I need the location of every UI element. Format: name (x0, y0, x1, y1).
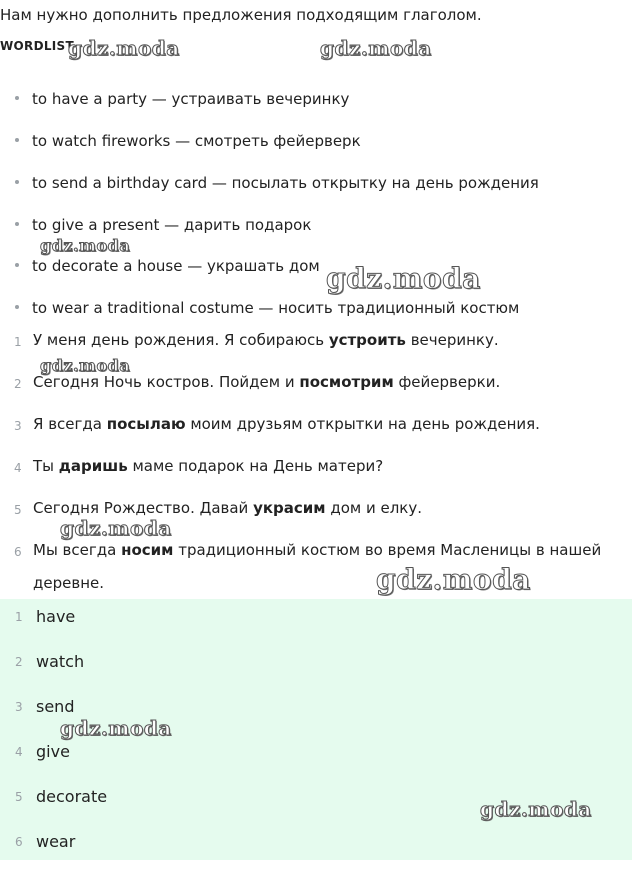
sentence-text-part: Ты (33, 457, 59, 475)
sentence-text-part: вечеринку. (405, 331, 499, 349)
bullet-dot-icon (15, 138, 19, 142)
wordlist-item (15, 216, 311, 234)
answer-word: watch (36, 652, 85, 671)
answer-word: have (36, 607, 76, 626)
watermark: gdz.moda (60, 516, 172, 540)
watermark: gdz.moda (480, 797, 592, 821)
sentence-text-part: Сегодня Ночь костров. Пойдем и (33, 373, 300, 391)
answer-word: give (36, 742, 70, 761)
watermark: gdz.moda (320, 36, 432, 60)
watermark: gdz.moda (40, 236, 131, 255)
bullet-dot-icon (15, 263, 19, 267)
wordlist-item-text: to watch fireworks — смотреть фейерверк (32, 132, 361, 150)
answer-number: 6 (15, 835, 23, 849)
wordlist-item-text: to have a party — устраивать вечеринку (32, 90, 350, 108)
wordlist-item-text: to send a birthday card — посылать открытку на день рождения (32, 174, 539, 192)
watermark: gdz.moda (326, 262, 481, 295)
task-instruction: Нам нужно дополнить предложения подходящим глаголом. (0, 6, 482, 24)
sentence-number: 2 (14, 377, 22, 391)
sentence-text-part: традиционный костюм во время Масленицы в нашей (173, 541, 602, 559)
sentence-number: 3 (14, 419, 22, 433)
sentence-text-continuation: деревне. (33, 574, 104, 592)
answer-number: 5 (15, 790, 23, 804)
wordlist-item (15, 90, 349, 108)
wordlist-item (15, 132, 361, 150)
watermark: gdz.moda (68, 36, 180, 60)
wordlist-item-text: to give a present — дарить подарок (32, 216, 312, 234)
sentence-text (33, 450, 623, 483)
sentence-verb: даришь (58, 457, 128, 475)
sentence-verb: посылаю (106, 415, 186, 433)
bullet-dot-icon (15, 180, 19, 184)
wordlist-item (15, 257, 320, 275)
bullet-dot-icon (15, 222, 19, 226)
sentence-verb: посмотрим (299, 373, 394, 391)
sentence-verb: устроить (328, 331, 406, 349)
sentence-number: 5 (14, 503, 22, 517)
bullet-dot-icon (15, 96, 19, 100)
sentence-number: 6 (14, 545, 22, 559)
sentence-text-part: Мы всегда (33, 541, 122, 559)
sentence-text-part: дом и елку. (325, 499, 423, 517)
answer-number: 4 (15, 745, 23, 759)
sentence-text-part: Сегодня Рождество. Давай (33, 499, 254, 517)
sentence-text (33, 408, 623, 441)
answer-word: decorate (36, 787, 108, 806)
sentence-verb: украсим (253, 499, 326, 517)
answer-word: send (36, 697, 75, 716)
sentence-verb: носим (121, 541, 174, 559)
sentence-number: 4 (14, 461, 22, 475)
sentence-text-part: маме подарок на День матери? (127, 457, 384, 475)
answer-number: 3 (15, 700, 23, 714)
sentence-text-part: У меня день рождения. Я собираюсь (33, 331, 329, 349)
answer-word: wear (36, 832, 76, 851)
wordlist-item-text: to decorate a house — украшать дом (32, 257, 320, 275)
watermark: gdz.moda (376, 563, 531, 596)
wordlist-item (15, 174, 539, 192)
bullet-dot-icon (15, 305, 19, 309)
sentence-text-part: моим друзьям открытки на день рождения. (185, 415, 540, 433)
sentence-text-part: фейерверки. (393, 373, 501, 391)
sentence-number: 1 (14, 335, 22, 349)
wordlist-item (15, 299, 519, 317)
answer-number: 2 (15, 655, 23, 669)
sentence-text-part: Я всегда (33, 415, 107, 433)
watermark: gdz.moda (60, 716, 172, 740)
answer-number: 1 (15, 610, 23, 624)
watermark: gdz.moda (40, 356, 131, 375)
wordlist-heading: WORDLIST (0, 39, 74, 53)
sentence-text (33, 324, 623, 357)
wordlist-item-text: to wear a traditional costume — носить традиционный костюм (32, 299, 520, 317)
